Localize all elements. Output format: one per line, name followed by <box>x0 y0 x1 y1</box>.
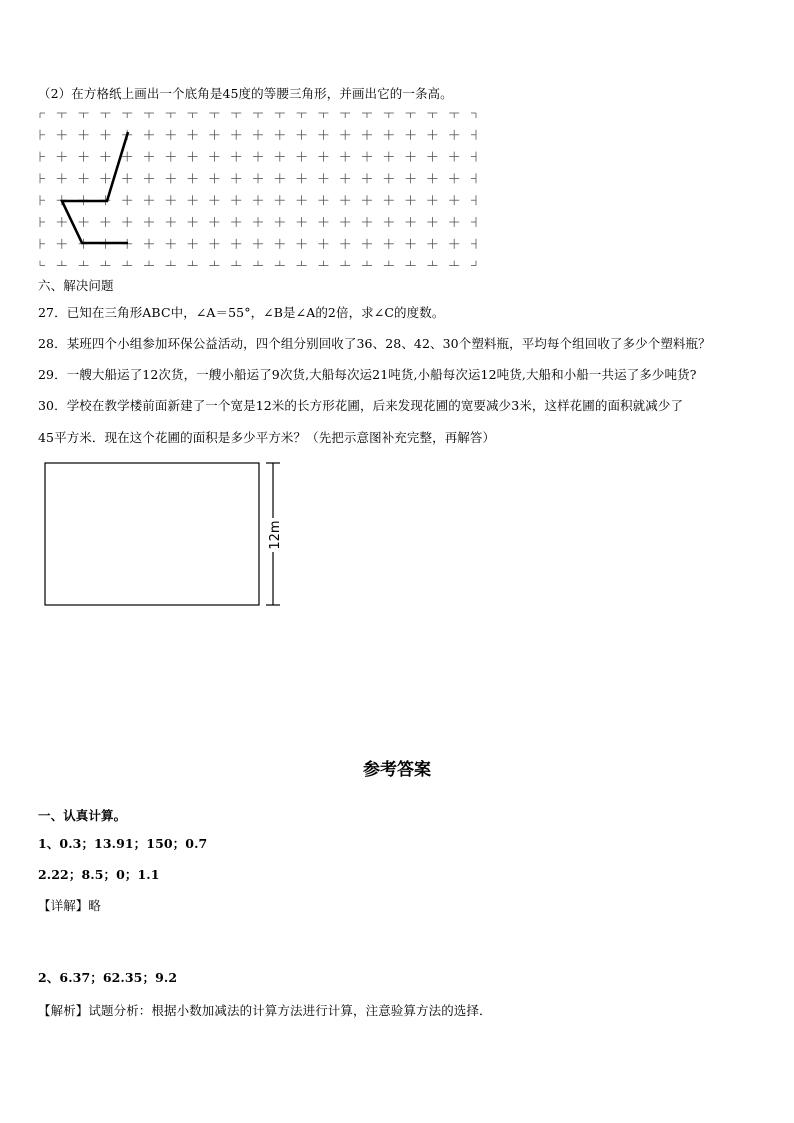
garden-rectangle <box>45 463 259 605</box>
problem-2-2: （2）在方格纸上画出一个底角是45度的等腰三角形，并画出它的一条高。 <box>38 86 453 101</box>
answers-heading: 参考答案 <box>363 760 431 780</box>
answer-2: 2、6.37；62.35；9.2 <box>38 970 178 985</box>
question-30-line-2: 45平方米．现在这个花圃的面积是多少平方米？（先把示意图补充完整，再解答） <box>38 430 496 445</box>
question-29: 29．一艘大船运了12次货，一艘小船运了9次货,大船每次运21吨货,小船每次运12吨货,大船和小船一共运了多少吨货? <box>38 367 697 382</box>
dimension-label: 12m <box>268 520 283 550</box>
answer-1-line-1: 1、0.3；13.91；150；0.7 <box>38 836 208 851</box>
question-30-line-1: 30．学校在教学楼前面新建了一个宽是12米的长方形花圃，后来发现花圃的宽要减少3米，这样花圃的面积就减少了 <box>38 398 684 413</box>
section-6-heading: 六、解决问题 <box>38 278 114 293</box>
answer-1-line-2: 2.22；8.5；0；1.1 <box>38 867 160 882</box>
question-28: 28．某班四个小组参加环保公益活动，四个组分别回收了36、28、42、30个塑料瓶，平均每个组回收了多少个塑料瓶？ <box>38 336 711 351</box>
answer-section-1: 一、认真计算。 <box>38 808 127 823</box>
answer-1-detail: 【详解】略 <box>38 898 102 913</box>
question-27: 27．已知在三角形ABC中，∠A＝55°，∠B是∠A的2倍，求∠C的度数。 <box>38 305 445 320</box>
answer-2-analysis: 【解析】试题分析：根据小数加减法的计算方法进行计算，注意验算方法的选择． <box>38 1003 492 1018</box>
